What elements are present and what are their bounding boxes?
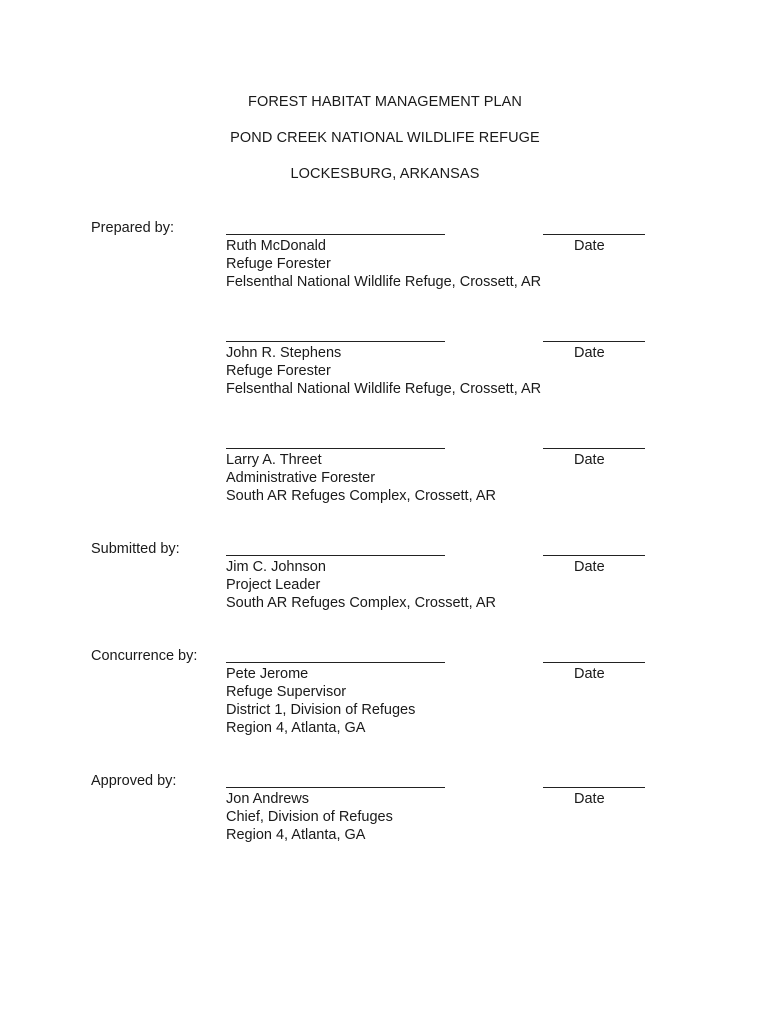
signatory-title: Administrative Forester (226, 470, 376, 486)
refuge-location: LOCKESBURG, ARKANSAS (290, 166, 480, 182)
signatory-org-region: Region 4, Atlanta, GA (226, 720, 366, 736)
date-line (543, 555, 645, 556)
concurrence-by-label: Concurrence by: (91, 648, 198, 664)
signatory-org: District 1, Division of Refuges (226, 702, 416, 718)
submitted-by-label: Submitted by: (91, 541, 180, 557)
signatory-details (226, 451, 496, 505)
signature-line (226, 234, 445, 235)
signature-line (226, 787, 445, 788)
document-header (0, 93, 770, 183)
signature-line (226, 341, 445, 342)
signatory-details (226, 558, 496, 612)
signatory-title: Refuge Forester (226, 363, 331, 379)
signatory-name: John R. Stephens (226, 345, 342, 361)
signatory-org: Felsenthal National Wildlife Refuge, Crossett, AR (226, 381, 542, 397)
date-label: Date (574, 791, 605, 807)
signatory-title: Chief, Division of Refuges (226, 809, 393, 825)
signatory-org: South AR Refuges Complex, Crossett, AR (226, 488, 496, 504)
date-line (543, 341, 645, 342)
signatory-org: Felsenthal National Wildlife Refuge, Crossett, AR (226, 274, 542, 290)
date-label: Date (574, 666, 605, 682)
signature-line (226, 448, 445, 449)
date-label: Date (574, 559, 605, 575)
signatory-details (226, 790, 393, 844)
signatory-org: Region 4, Atlanta, GA (226, 827, 366, 843)
approved-by-label: Approved by: (91, 773, 177, 789)
signatory-name: Pete Jerome (226, 666, 309, 682)
signatory-title: Project Leader (226, 577, 321, 593)
signatory-name: Jon Andrews (226, 791, 310, 807)
date-line (543, 448, 645, 449)
date-line (543, 234, 645, 235)
signatory-name: Ruth McDonald (226, 238, 326, 254)
signatory-title: Refuge Supervisor (226, 684, 347, 700)
date-label: Date (574, 345, 605, 361)
signatory-details (226, 237, 541, 291)
date-line (543, 787, 645, 788)
signatory-name: Jim C. Johnson (226, 559, 326, 575)
refuge-name: POND CREEK NATIONAL WILDLIFE REFUGE (230, 130, 540, 146)
signature-line (226, 662, 445, 663)
signatory-org: South AR Refuges Complex, Crossett, AR (226, 595, 496, 611)
signatory-name: Larry A. Threet (226, 452, 322, 468)
date-label: Date (574, 452, 605, 468)
signatory-details (226, 665, 415, 737)
signature-line (226, 555, 445, 556)
signatory-details (226, 344, 541, 398)
prepared-by-label: Prepared by: (91, 220, 175, 236)
date-label: Date (574, 238, 605, 254)
plan-title: FOREST HABITAT MANAGEMENT PLAN (248, 94, 522, 110)
date-line (543, 662, 645, 663)
signatory-title: Refuge Forester (226, 256, 331, 272)
